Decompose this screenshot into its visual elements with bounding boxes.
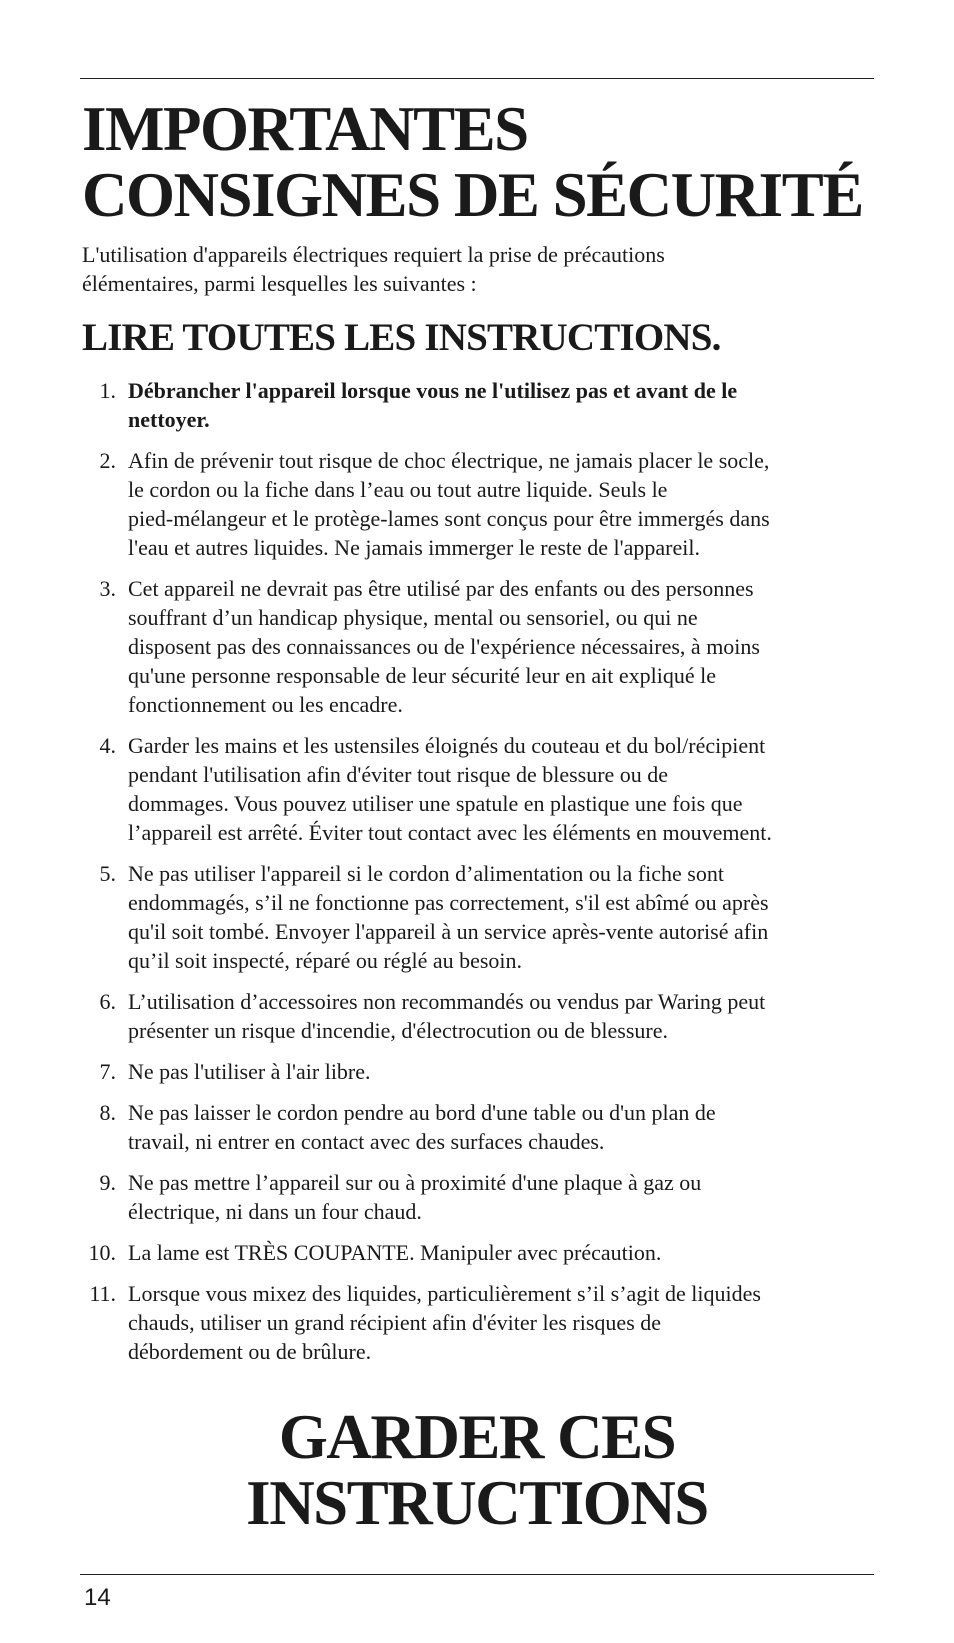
- list-item: [82, 1098, 882, 1156]
- closing-heading: [80, 1404, 874, 1536]
- text-line: souffrant d’un handicap physique, mental ou sensoriel, ou qui ne: [128, 605, 698, 630]
- text-line: le cordon ou la fiche dans l’eau ou tout autre liquide. Seuls le: [128, 477, 668, 502]
- safety-instructions-list: [82, 376, 882, 1378]
- text-line: Ne pas utiliser l'appareil si le cordon d’alimentation ou la fiche sont: [128, 861, 724, 886]
- text-line: L’utilisation d’accessoires non recommandés ou vendus par Waring peut: [128, 989, 766, 1014]
- list-item-text: [128, 1100, 716, 1154]
- text-line: qu'il soit tombé. Envoyer l'appareil à un service après-vente autorisé afin: [128, 919, 769, 944]
- text-line: Afin de prévenir tout risque de choc électrique, ne jamais placer le socle,: [128, 448, 770, 473]
- list-item-number: 6.: [99, 989, 116, 1014]
- page-title-line-1: IMPORTANTES: [82, 94, 528, 164]
- list-item-number: 1.: [99, 378, 116, 403]
- text-line: endommagés, s’il ne fonctionne pas correctement, s'il est abîmé ou après: [128, 890, 769, 915]
- list-item-number: 8.: [99, 1100, 116, 1125]
- text-line: disposent pas des connaissances ou de l'expérience nécessaires, à moins: [128, 634, 760, 659]
- text-line: travail, ni entrer en contact avec des surfaces chaudes.: [128, 1129, 605, 1154]
- list-item: [82, 1168, 882, 1226]
- text-line: Garder les mains et les ustensiles éloignés du couteau et du bol/récipient: [128, 733, 766, 758]
- text-line: nettoyer.: [128, 407, 210, 432]
- top-rule: [80, 78, 874, 79]
- text-line: Ne pas laisser le cordon pendre au bord d'une table ou d'un plan de: [128, 1100, 716, 1125]
- list-item: [82, 1279, 882, 1366]
- section-heading: LIRE TOUTES LES INSTRUCTIONS.: [82, 316, 721, 359]
- list-item-text: [128, 989, 765, 1043]
- list-item-text: [128, 1170, 701, 1224]
- text-line: Ne pas mettre l’appareil sur ou à proximité d'une plaque à gaz ou: [128, 1170, 702, 1195]
- list-item-text: [128, 733, 772, 845]
- list-item-text: [128, 1059, 371, 1084]
- text-line: présenter un risque d'incendie, d'électrocution ou de blessure.: [128, 1018, 669, 1043]
- list-item: [82, 376, 882, 434]
- list-item-number: 3.: [99, 576, 116, 601]
- list-item-text: [128, 1281, 761, 1364]
- page-number: 14: [84, 1584, 111, 1611]
- closing-heading-line-2: INSTRUCTIONS: [246, 1468, 708, 1538]
- list-item: [82, 1057, 882, 1086]
- text-line: l’appareil est arrêté. Éviter tout contact avec les éléments en mouvement.: [128, 820, 772, 845]
- list-item-text: [128, 378, 737, 432]
- intro-line-1: L'utilisation d'appareils électriques requiert la prise de précautions: [82, 242, 665, 267]
- list-item: [82, 731, 882, 847]
- text-line: qu’il soit inspecté, réparé ou réglé au besoin.: [128, 948, 523, 973]
- bottom-rule: [80, 1574, 874, 1575]
- list-item: [82, 574, 882, 719]
- list-item-number: 5.: [99, 861, 116, 886]
- text-line: qu'une personne responsable de leur sécurité leur en ait expliqué le: [128, 663, 716, 688]
- list-item-text: [128, 448, 770, 560]
- list-item-number: 4.: [99, 733, 116, 758]
- text-line: chauds, utiliser un grand récipient afin d'éviter les risques de: [128, 1310, 662, 1335]
- list-item: [82, 446, 882, 562]
- closing-heading-line-1: GARDER CES: [278, 1402, 676, 1472]
- list-item-text: [128, 861, 769, 973]
- text-line: Ne pas l'utiliser à l'air libre.: [128, 1059, 371, 1084]
- page-title: [82, 96, 882, 228]
- text-line: électrique, ni dans un four chaud.: [128, 1199, 422, 1224]
- list-item: [82, 859, 882, 975]
- list-item-number: 10.: [88, 1240, 116, 1265]
- list-item-number: 2.: [99, 448, 116, 473]
- list-item: [82, 987, 882, 1045]
- text-line: Lorsque vous mixez des liquides, particulièrement s’il s’agit de liquides: [128, 1281, 761, 1306]
- text-line: débordement ou de brûlure.: [128, 1339, 372, 1364]
- text-line: dommages. Vous pouvez utiliser une spatule en plastique une fois que: [128, 791, 743, 816]
- text-line: Débrancher l'appareil lorsque vous ne l'utilisez pas et avant de le: [128, 378, 738, 403]
- text-line: La lame est TRÈS COUPANTE. Manipuler avec précaution.: [128, 1240, 662, 1265]
- text-line: pendant l'utilisation afin d'éviter tout risque de blessure ou de: [128, 762, 669, 787]
- text-line: l'eau et autres liquides. Ne jamais immerger le reste de l'appareil.: [128, 535, 700, 560]
- list-item-text: [128, 576, 760, 717]
- text-line: fonctionnement ou les encadre.: [128, 692, 403, 717]
- text-line: Cet appareil ne devrait pas être utilisé par des enfants ou des personnes: [128, 576, 754, 601]
- intro-line-2: élémentaires, parmi lesquelles les suivantes :: [82, 271, 477, 296]
- list-item: [82, 1238, 882, 1267]
- list-item-number: 7.: [99, 1059, 116, 1084]
- list-item-number: 11.: [89, 1281, 116, 1306]
- text-line: pied-mélangeur et le protège-lames sont conçus pour être immergés dans: [128, 506, 770, 531]
- list-item-number: 9.: [99, 1170, 116, 1195]
- list-item-text: [128, 1240, 661, 1265]
- page-title-line-2: CONSIGNES DE SÉCURITÉ: [82, 160, 863, 230]
- intro-paragraph: [82, 240, 862, 298]
